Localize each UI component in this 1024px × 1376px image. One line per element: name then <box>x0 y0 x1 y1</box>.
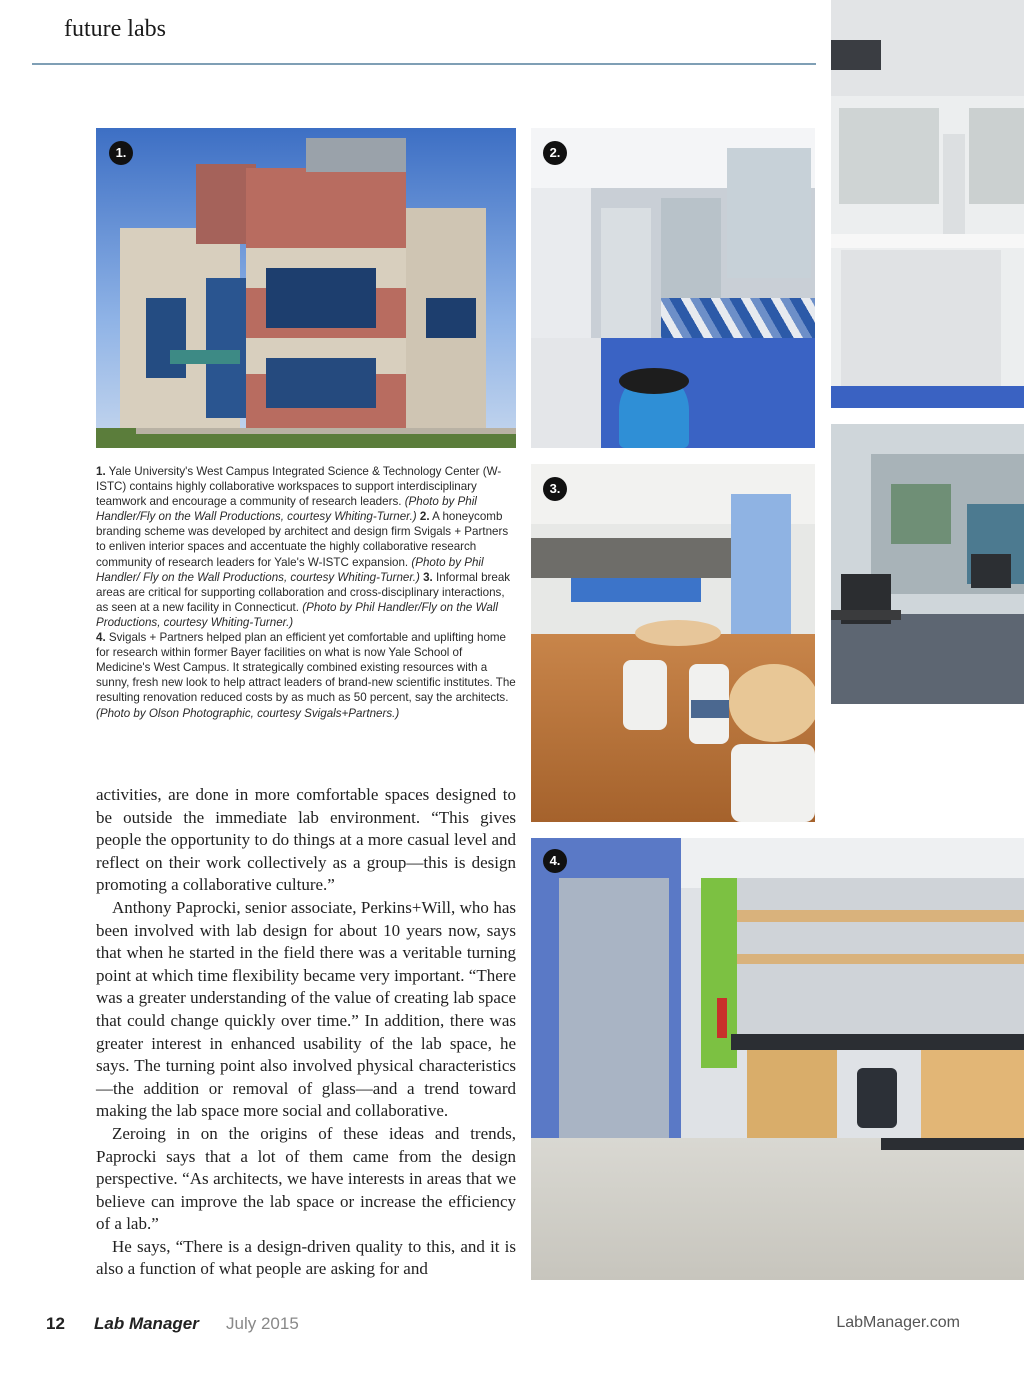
photo-fume-hood <box>831 0 1024 408</box>
website-link[interactable]: LabManager.com <box>836 1314 960 1331</box>
photo-number-badge: 4. <box>543 849 567 873</box>
article-body <box>96 784 516 1281</box>
page-number: 12 <box>46 1314 65 1333</box>
photo-break-area <box>531 464 815 822</box>
body-paragraph: Zeroing in on the origins of these ideas and trends, Paprocki says that a lot of them came from the design perspective. “As architects, we have interests in areas that we believe can improve the lab space or increase the efficiency of a lab.” <box>96 1123 516 1234</box>
body-paragraph: Anthony Paprocki, senior associate, Perkins+Will, who has been involved with lab design for about 10 years now, says that when he started in the field there was a veritable turning point at which time flexibility became very important. “There was a greater understanding of the value of creating lab space that could change quickly over time.” In addition, there was greater interest in enhanced usability of the lab space, he says. The turning point also involved physical characteristics—the addition or removal of glass—and a trend toward making the lab space more social and collaborative. <box>96 897 516 1121</box>
photo-building-exterior <box>96 128 516 448</box>
magazine-name: Lab Manager <box>94 1314 199 1333</box>
header-rule <box>32 63 816 65</box>
photo-number-badge: 2. <box>543 141 567 165</box>
photo-lab-workstation <box>831 424 1024 704</box>
photo-caption: 1. Yale University's West Campus Integrated Science & Technology Center (W-ISTC) contains highly collaborative workspaces to support interdisciplinary teamwork and encourage a community of research leaders. (Photo by Phil Handler/Fly on the Wall Productions, courtesy Whiting-Turner.) 2. A honeycomb branding scheme was developed by architect and design firm Svigals + Partners to enliven interior spaces and accentuate the highly collaborative research community of research leaders for Yale's W-ISTC expansion. (Photo by Phil Handler/ Fly on the Wall Productions, courtesy Whiting-Turner.) 3. Informal break areas are critical for supporting collaboration and cross-disciplinary interactions, as seen at a new facility in Connecticut. (Photo by Phil Handler/Fly on the Wall Productions, courtesy Whiting-Turner.) 4. Svigals + Partners helped plan an efficient yet comfortable and uplifting home for research within former Bayer facilities on what is now Yale School of Medicine's West Campus. It strategically combined existing resources with a sunny, fresh new look to help attract leaders of brand-new scientific institutes. The resulting renovation reduced costs by as much as 50 percent, say the architects. (Photo by Olson Photographic, courtesy Svigals+Partners.) <box>96 465 516 720</box>
body-paragraph: activities, are done in more comfortable spaces designed to be outside the immediate lab environment. “This gives people the opportunity to do things at a more casual level and reflect on their work collectively as a group—this is design promoting a collaborative culture.” <box>96 785 516 895</box>
photo-honeycomb-interior <box>531 128 815 448</box>
body-paragraph: He says, “There is a design-driven quality to this, and it is also a function of what people are asking for and <box>96 1236 516 1279</box>
section-title: future labs <box>64 16 166 42</box>
photo-lab-corridor <box>531 838 1024 1280</box>
page-footer <box>0 1314 1024 1338</box>
issue-date: July 2015 <box>226 1314 299 1333</box>
photo-number-badge: 1. <box>109 141 133 165</box>
photo-number-badge: 3. <box>543 477 567 501</box>
